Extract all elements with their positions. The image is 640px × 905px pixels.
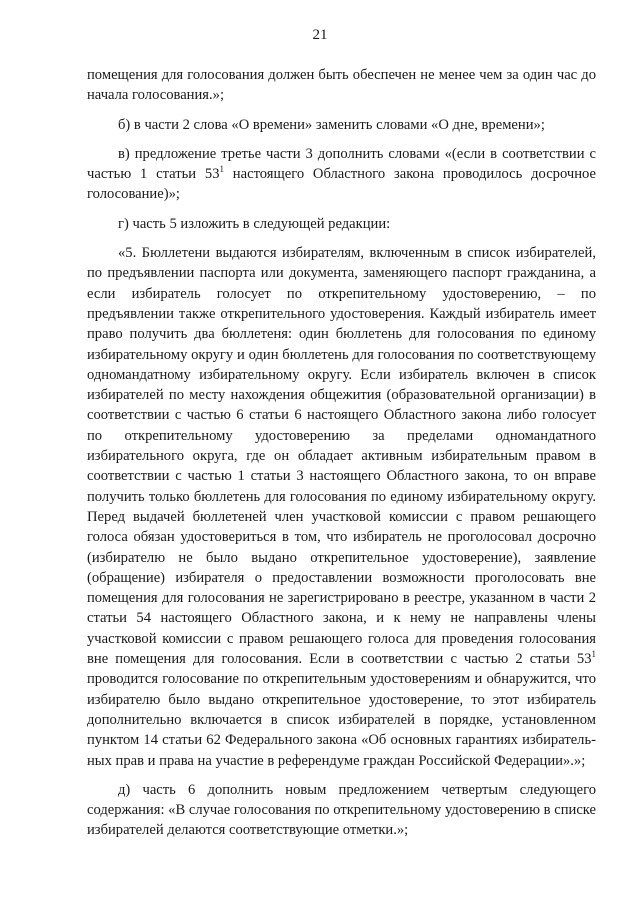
document-body (87, 65, 596, 841)
page-number: 21 (312, 27, 328, 43)
superscript-article-index: 1 (219, 164, 224, 175)
paragraph-item-v-text-end: настоящего Областного закона проводилось досрочное голосование)»; (87, 166, 596, 203)
paragraph-part-5-text (87, 243, 596, 771)
paragraph-continuation: помещения для голосования должен быть обеспечен не менее чем за один час до начала голосования.»; (87, 67, 596, 104)
paragraph-item-g: г) часть 5 изложить в следующей редакции: (118, 215, 391, 232)
superscript-article-index: 1 (591, 649, 596, 660)
paragraph-part-5-text-end: проводится голосование по открепительным удостоверениям и обнаружится, что избирателю было выдано открепительное удостоверение, то этот избиратель дополнительно включается в список избирателей в порядке, установленном пунктом 14 статьи 62 Федерального закона «Об основных гарантиях избирательных прав и права на участие в референдуме граждан Российской Федерации».»; (87, 671, 596, 769)
paragraph-item-d: д) часть 6 дополнить новым предложением четвертым следующего содержания: «В случае голосования по открепительному удостоверению в списке избирателей делаются соответствующие отметки.»; (87, 781, 596, 839)
paragraph-item-v-text-start: в) предложение третье части 3 дополнить словами «(если в соответствии с частью 1 статьи 53 (87, 145, 596, 183)
paragraph-part-5-text-start: «5. Бюллетени выдаются избирателям, включенным в список избирателей, по предъявлении паспорта или документа, заменяющего паспорт гражданина, а если избиратель голосует по открепительному удостоверению, – по предъявлении также открепительного удостоверения. Каждый избиратель имеет право получить два бюллетеня: один бюллетень для голосования по единому избирательному округу и один бюллетень для голосования по соответствующему одномандатному избирательному округу. Если избиратель включен в список избирателей по месту нахождения общежития (образовательной организации) в соответствии с частью 6 статьи 6 настоящего Областного закона либо голосует по открепительному удостоверению за пределами одномандатного избирательного округа, где он обладает активным избирательным правом в соответствии с частью 1 статьи 3 настоящего Областного закона, то он вправе получить только бюллетень для голосования по единому избирательному округу. Перед выдачей бюллетеней член участковой комиссии с правом решающего голоса обязан удостовериться в том, что избиратель не проголосовал досрочно (избирателю не было выдано открепительное удостоверение), заявление (обращение) избирателя о предоставлении возможности проголосовать вне помещения для голосования не зарегистрировано в реестре, указанном в части 2 статьи 54 настоящего Областного закона, и к нему не направлены члены участковой комиссии с правом решающего голоса для проведения голосования вне помещения для голосования. Если в соответствии с частью 2 статьи 53 (87, 245, 596, 668)
paragraph-item-b: б) в части 2 слова «О времени» заменить словами «О дне, времени»; (118, 116, 545, 133)
paragraph-item-v (87, 144, 596, 205)
